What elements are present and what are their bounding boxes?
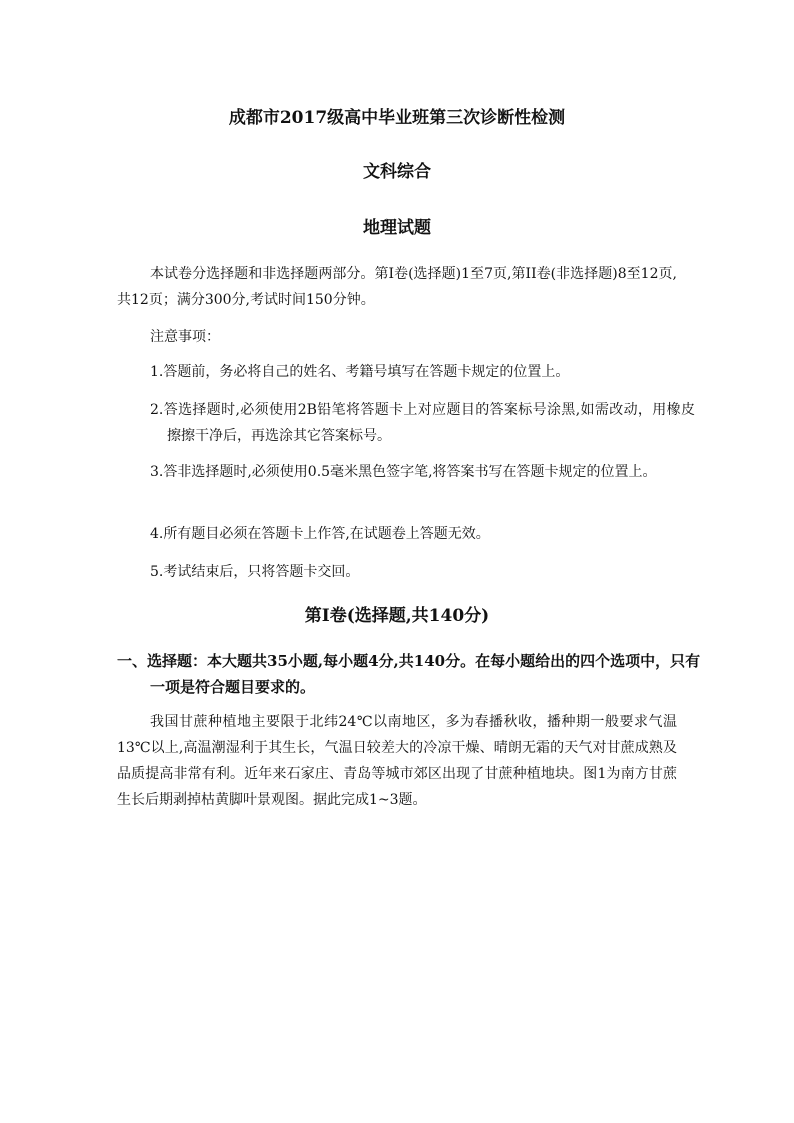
note-item: 2.答选择题时,必须使用2B铅笔将答题卡上对应题目的答案标号涂黑,如需改动，用橡皮擦擦干净后，再选涂其它答案标号。 [150,402,695,444]
section-heading: 一、选择题：本大题共35小题,每小题4分,共140分。在每小题给出的四个选项中，只有一项是符合题目要求的。 [117,652,701,696]
paper-title: 地理试题 [363,218,431,238]
subject-title: 文科综合 [363,162,431,182]
note-item: 3.答非选择题时,必须使用0.5毫米黑色签字笔,将答案书写在答题卡规定的位置上。 [150,464,657,480]
note-item: 5.考试结束后，只将答题卡交回。 [150,564,360,580]
part1-title: 第I卷(选择题,共140分) [304,606,490,626]
exam-title: 成都市2017级高中毕业班第三次诊断性检测 [228,108,566,128]
note-item: 1.答题前，务必将自己的姓名、考籍号填写在答题卡规定的位置上。 [150,364,570,380]
intro-paragraph: 本试卷分选择题和非选择题两部分。第I卷(选择题)1至7页,第II卷(非选择题)8至12页,共12页；满分300分,考试时间150分钟。 [117,266,677,308]
note-item: 4.所有题目必须在答题卡上作答,在试题卷上答题无效。 [150,526,490,542]
notes-heading: 注意事项： [150,329,220,345]
passage-paragraph: 我国甘蔗种植地主要限于北纬24℃以南地区，多为春播秋收，播种期一般要求气温13℃以上,高温潮湿利于其生长，气温日较差大的冷凉干燥、晴朗无霜的天气对甘蔗成熟及品质提高非常有利。近年来石家庄、青岛等城市郊区出现了甘蔗种植地块。图1为南方甘蔗生长后期剥掉枯黄脚叶景观图。据此完成1~3题。 [117,714,677,808]
